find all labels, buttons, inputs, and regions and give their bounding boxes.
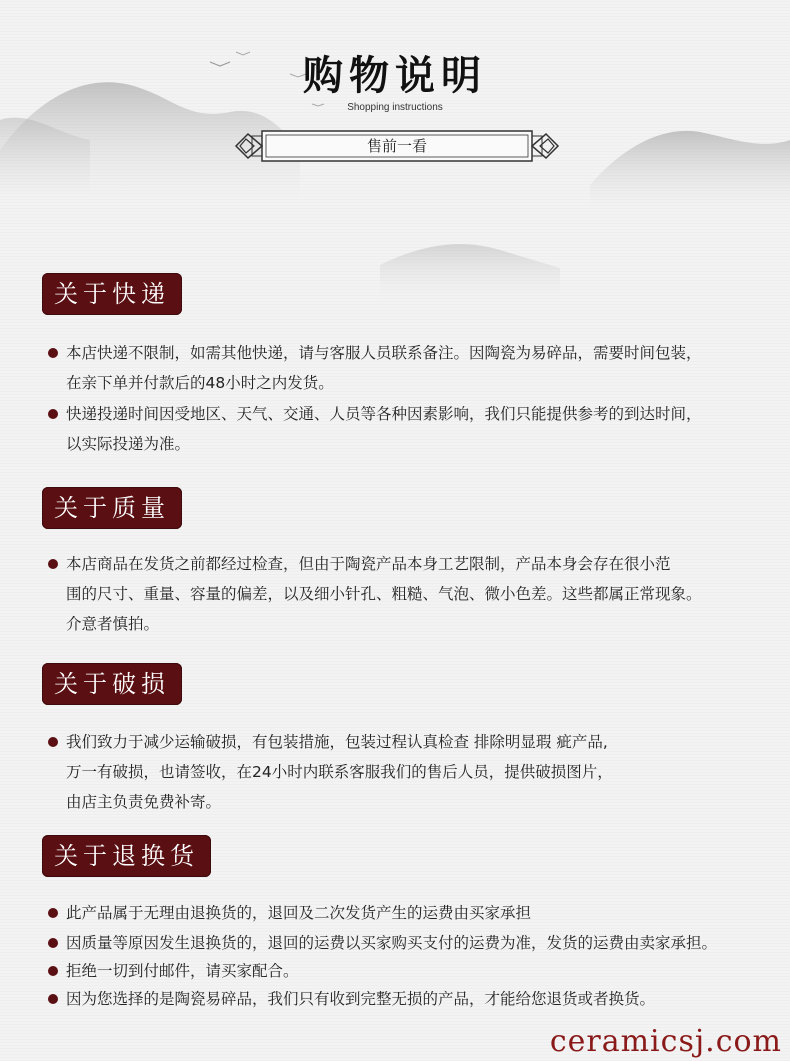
item-text-line: 围的尺寸、重量、容量的偏差，以及细小针孔、粗糙、气泡、微小色差。这些都属正常现象。 bbox=[66, 585, 702, 603]
bullet-dot-icon bbox=[48, 409, 58, 419]
item-text-line: 拒绝一切到付邮件，请买家配合。 bbox=[66, 962, 299, 980]
bullet-dot-icon bbox=[48, 559, 58, 569]
item-text-line: 由店主负责免费补寄。 bbox=[66, 793, 222, 811]
list-item bbox=[48, 399, 768, 459]
section-heading-delivery: 关于快递 bbox=[42, 273, 182, 315]
bullet-dot-icon bbox=[48, 994, 58, 1004]
item-text-line: 本店商品在发货之前都经过检查，但由于陶瓷产品本身工艺限制，产品本身会存在很小范 bbox=[66, 555, 671, 573]
item-text-line: 万一有破损，也请签收，在24小时内联系客服我们的售后人员，提供破损图片， bbox=[66, 763, 613, 781]
section-heading-quality: 关于质量 bbox=[42, 487, 182, 529]
item-text-line: 快递投递时间因受地区、天气、交通、人员等各种因素影响，我们只能提供参考的到达时间， bbox=[66, 405, 702, 423]
item-text-line: 本店快递不限制，如需其他快递，请与客服人员联系备注。因陶瓷为易碎品，需要时间包装， bbox=[66, 344, 702, 362]
item-text-line: 以实际投递为准。 bbox=[66, 435, 191, 453]
item-text-line: 介意者慎拍。 bbox=[66, 615, 160, 633]
bullet-dot-icon bbox=[48, 966, 58, 976]
item-text-line: 因为您选择的是陶瓷易碎品，我们只有收到完整无损的产品，才能给您退货或者换货。 bbox=[66, 990, 656, 1008]
site-watermark: ceramicsj.com bbox=[549, 1024, 782, 1059]
list-item bbox=[48, 928, 768, 958]
list-item bbox=[48, 956, 768, 986]
item-text-line: 此产品属于无理由退换货的，退回及二次发货产生的运费由买家承担 bbox=[66, 904, 532, 922]
item-text-line: 在亲下单并付款后的48小时之内发货。 bbox=[66, 374, 334, 392]
presale-banner bbox=[232, 126, 562, 166]
section-heading-damage: 关于破损 bbox=[42, 663, 182, 705]
list-item bbox=[48, 727, 768, 817]
list-item bbox=[48, 549, 768, 639]
list-item bbox=[48, 984, 768, 1014]
page-title: 购物说明 bbox=[303, 52, 487, 99]
bullet-dot-icon bbox=[48, 737, 58, 747]
item-text-line: 因质量等原因发生退换货的，退回的运费以买家购买支付的运费为准，发货的运费由卖家承担。 bbox=[66, 934, 718, 952]
page-subtitle: Shopping instructions bbox=[347, 102, 443, 113]
list-item bbox=[48, 898, 768, 928]
bullet-dot-icon bbox=[48, 938, 58, 948]
banner-label: 售前一看 bbox=[366, 137, 427, 155]
bullet-dot-icon bbox=[48, 348, 58, 358]
item-text-line: 我们致力于减少运输破损，有包装措施，包装过程认真检查 排除明显瑕 疵产品, bbox=[66, 733, 608, 751]
section-heading-returns: 关于退换货 bbox=[42, 835, 211, 877]
list-item bbox=[48, 338, 768, 398]
bullet-dot-icon bbox=[48, 908, 58, 918]
